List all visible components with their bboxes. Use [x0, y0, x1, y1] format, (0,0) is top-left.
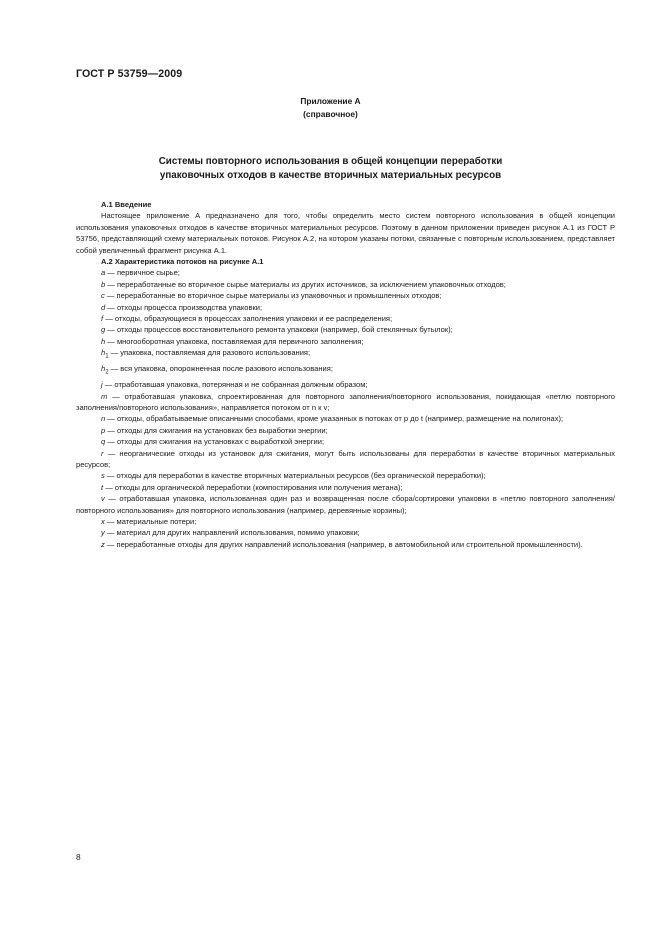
- flow-item: [76, 279, 615, 290]
- appendix-label: Приложение А: [300, 96, 361, 106]
- flow-description: — отработавшая упаковка, спроектированная для повторного заполнения/повторного использования, покидающая «петлю повторного заполнения/повторного использования», направляется потоком от n к v;: [76, 391, 615, 412]
- flow-item: [76, 391, 615, 414]
- flow-item: [76, 324, 615, 335]
- flow-key: b: [101, 279, 106, 289]
- flow-item: [76, 516, 615, 527]
- flow-description: — материал для других направлений использования, помимо упаковки;: [104, 528, 360, 538]
- flow-description: — отходы для переработки в качестве вторичных материальных ресурсов (без органической переработки);: [104, 471, 486, 481]
- flow-key: t: [101, 482, 104, 492]
- section-heading-flows: А.2 Характеристика потоков на рисунке А.1: [101, 257, 264, 267]
- flow-key: c: [101, 291, 105, 301]
- flow-key: g: [101, 325, 106, 335]
- flow-description: — отработавшая упаковка, потерянная и не собранная должным образом;: [102, 380, 368, 390]
- flow-item: [76, 347, 615, 363]
- standard-number: ГОСТ Р 53759—2009: [76, 68, 183, 80]
- flow-item: [76, 413, 615, 424]
- appendix-title-line2: упаковочных отходов в качестве вторичных материальных ресурсов: [159, 170, 502, 181]
- flow-key: n: [101, 414, 106, 424]
- flow-key: z: [101, 539, 105, 549]
- flow-key: h: [101, 336, 106, 346]
- page-number: 8: [76, 852, 81, 862]
- flow-item: [76, 313, 615, 324]
- flow-key-subscript: 2: [105, 369, 109, 376]
- flow-description: — переработанные во вторичное сырье материалы из других источников, за исключением упаковочных отходов;: [105, 279, 506, 289]
- flow-key: h: [101, 364, 106, 374]
- flow-key: j: [101, 380, 103, 390]
- flow-key: f: [101, 314, 104, 324]
- flow-item: [76, 379, 615, 390]
- flow-key: x: [101, 516, 105, 526]
- section-heading-intro: А.1 Введение: [101, 200, 152, 209]
- flow-item: [76, 482, 615, 493]
- flow-key: p: [101, 425, 106, 435]
- flow-key-subscript: 1: [105, 353, 109, 360]
- flow-description: — вся упаковка, опорожненная после разового использования;: [108, 364, 333, 374]
- flow-item: [76, 539, 615, 550]
- flow-key: v: [101, 494, 105, 504]
- flow-item: [76, 363, 615, 379]
- appendix-body: [76, 199, 615, 550]
- flow-description: — переработанные отходы для других направлений использования (например, в автомобильной или строительной промышленности).: [104, 539, 583, 549]
- appendix-note: (справочное): [303, 109, 358, 119]
- flow-description: — неорганические отходы из установок для сжигания, могут быть использованы для переработки в качестве вторичных материальных ресурсов;: [76, 448, 615, 469]
- flow-item: [76, 336, 615, 347]
- intro-paragraph: Настоящее приложение А предназначено для того, чтобы определить место систем повторного использования в общей концепции использования упаковочных отходов в качестве вторичных материальных ресурсов. Поэтому в данном приложении приведен рисунок А.1 из ГОСТ Р 53756, представляющий схему материальных потоков. Рисунок А.2, на котором указаны потоки, связанные с повторным использованием, представляет собой увеличенный фрагмент рисунка А.1.: [76, 211, 615, 255]
- flow-item: [76, 527, 615, 538]
- appendix-title-line1: Системы повторного использования в общей концепции переработки: [158, 156, 503, 167]
- flow-key: a: [101, 268, 106, 278]
- flow-description: — переработанные во вторичное сырье материалы из упаковочных и промышленных отходов;: [104, 291, 442, 301]
- flow-description: — отходы, образующиеся в процессах заполнения упаковки и ее распределения;: [103, 314, 393, 324]
- flow-item: [76, 290, 615, 301]
- flow-item: [76, 267, 615, 278]
- flow-key: h: [101, 348, 106, 358]
- flow-item: [76, 425, 615, 436]
- flow-description: — отходы для сжигания на установках с выработкой энергии;: [105, 437, 325, 447]
- flow-item: [76, 302, 615, 313]
- flow-item: [76, 448, 615, 471]
- flow-description: — отходы, обрабатываемые описанными способами, кроме указанных в потоках от p до t (например, размещение на полигонах);: [105, 414, 564, 424]
- flow-description: — материальные потери;: [104, 516, 197, 526]
- flow-key: q: [101, 437, 106, 447]
- flow-list: [76, 267, 615, 550]
- flow-key: y: [101, 528, 105, 538]
- flow-item: [76, 470, 615, 481]
- flow-key: d: [101, 302, 106, 312]
- flow-description: — отходы для сжигания на установках без выработки энергии;: [105, 425, 328, 435]
- flow-description: — отходы процесса производства упаковки;: [105, 302, 263, 312]
- flow-description: — первичное сырье;: [105, 268, 180, 278]
- flow-item: [76, 493, 615, 516]
- flow-key: m: [101, 391, 108, 401]
- flow-description: — упаковка, поставляемая для разового использования;: [108, 348, 311, 358]
- flow-description: — отходы для органической переработки (компостирования или получения метана);: [103, 482, 403, 492]
- flow-description: — отработавшая упаковка, использованная один раз и возвращенная после сбора/сортировки упаковки в «петлю повторного заполнения/повторного использования» для повторного использования (например, деревянные корзины);: [76, 494, 615, 515]
- flow-description: — многооборотная упаковка, поставляемая для первичного заполнения;: [105, 336, 364, 346]
- flow-description: — отходы процессов восстановительного ремонта упаковки (например, бой стеклянных бутылок);: [105, 325, 453, 335]
- flow-item: [76, 436, 615, 447]
- flow-key: r: [101, 448, 104, 458]
- flow-key: s: [101, 471, 105, 481]
